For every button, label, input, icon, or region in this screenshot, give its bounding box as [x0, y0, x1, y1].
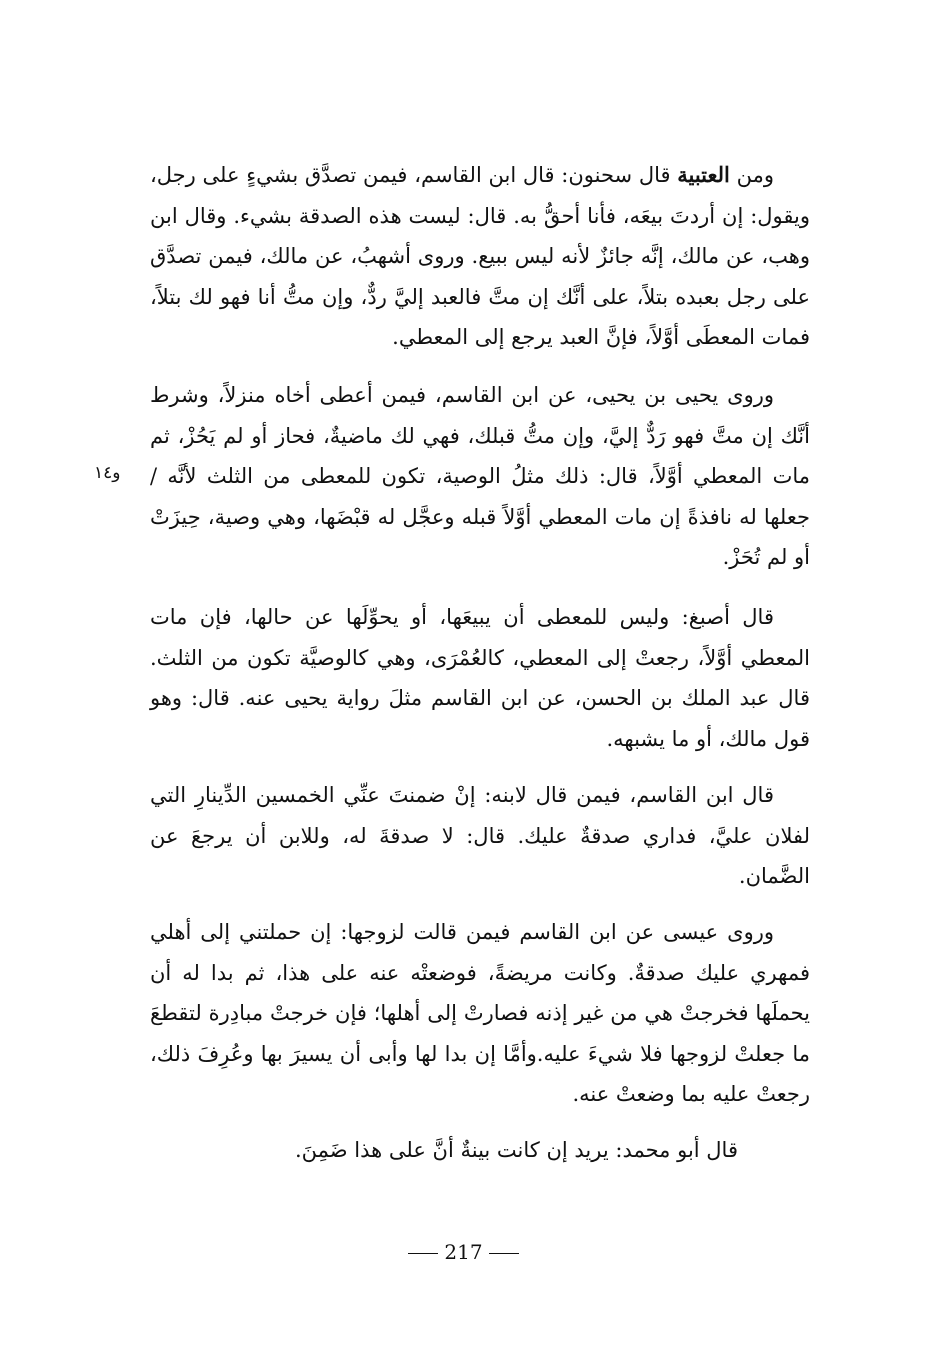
paragraph-4-text: قال ابن القاسم، فيمن قال لابنه: إنْ ضمنتَ عنِّي الخمسين الدِّينارِ التي لفلان عليَّ، فداري صدقةٌ عليك. قال: لا صدقةَ له، وللابن أن يرجعَ عن الضَّمان. — [150, 783, 810, 888]
paragraph-1-prefix: ومن — [729, 163, 774, 187]
page-number — [0, 1240, 927, 1264]
paragraph-6 — [150, 1130, 810, 1171]
paragraph-1-body: قال سحنون: قال ابن القاسم، فيمن تصدَّق بشيءٍ على رجل، ويقول: إن أردتَ بيعَه، فأنا أحقُّ به. قال: ليست هذه الصدقة بشيء. وقال ابن وهب، عن مالك، إنَّه جائزٌ لأنه ليس ببيع. وروى أشهبُ، عن مالك، فيمن تصدَّق على رجل بعبده بتلاً، على أنَّك إن متَّ فالعبد إليَّ ردٌّ، وإن متُّ أنا فهو لك بتلاً، فمات المعطَى أوَّلاً، فإنَّ العبد يرجع إلى المعطي. — [150, 163, 810, 349]
paragraph-1 — [150, 155, 810, 358]
page-number-dash-left — [408, 1253, 438, 1254]
paragraph-3 — [150, 597, 810, 759]
paragraph-1-text — [150, 155, 810, 358]
margin-folio-note: و١٤ — [94, 463, 121, 483]
paragraph-2 — [150, 375, 810, 578]
paragraph-5 — [150, 912, 810, 1115]
source-title-bold: العتبية — [677, 162, 730, 187]
page-number-value: 217 — [444, 1240, 483, 1264]
page-number-dash-right — [489, 1253, 519, 1254]
paragraph-3-text: قال أصبغ: وليس للمعطى أن يبيعَها، أو يحوِّلَها عن حالها، فإن مات المعطي أوَّلاً، رجعتْ إلى المعطي، كالعُمْرَى، وهي كالوصيَّة تكون من الثلث. قال عبد الملك بن الحسن، عن ابن القاسم مثلَ رواية يحيى عنه. قال: وهو قول مالك، أو ما يشبهه. — [150, 605, 810, 751]
paragraph-2-text: وروى يحيى بن يحيى، عن ابن القاسم، فيمن أعطى أخاه منزلاً، وشرط أنَّك إن متَّ فهو رَدٌّ إليَّ، وإن متُّ قبلك، فهي لك ماضيةٌ، فحاز أو لم يَحُزْ، ثم مات المعطي أوَّلاً، قال: ذلك مثلُ الوصية، تكون للمعطى من الثلث لأنَّه / جعلها له نافذةً إن مات المعطي أوَّلاً قبله وعجَّل له قبْضَها، وهي وصية، حِيزَتْ أو لم تُحَزْ. — [150, 383, 810, 569]
paragraph-6-text: قال أبو محمد: يريد إن كانت بينةٌ أنَّ على هذا ضَمِنَ. — [294, 1138, 738, 1162]
paragraph-5-text: وروى عيسى عن ابن القاسم فيمن قالت لزوجها: إن حملتني إلى أهلي فمهري عليك صدقةٌ. وكانت مريضةً، فوضعتْه عنه على هذا، ثم بدا له أن يحملَها فخرجتْ هي من غير إذنه فصارتْ إلى أهلها؛ فإن خرجتْ مبادِرة لتقطعَ ما جعلتْ لزوجها فلا شيءَ عليه.وأمَّا إن بدا لها وأبى أن يسيرَ بها وعُرِفَ ذلك، رجعتْ عليه بما وضعتْ عنه. — [150, 920, 810, 1106]
paragraph-4 — [150, 775, 810, 897]
